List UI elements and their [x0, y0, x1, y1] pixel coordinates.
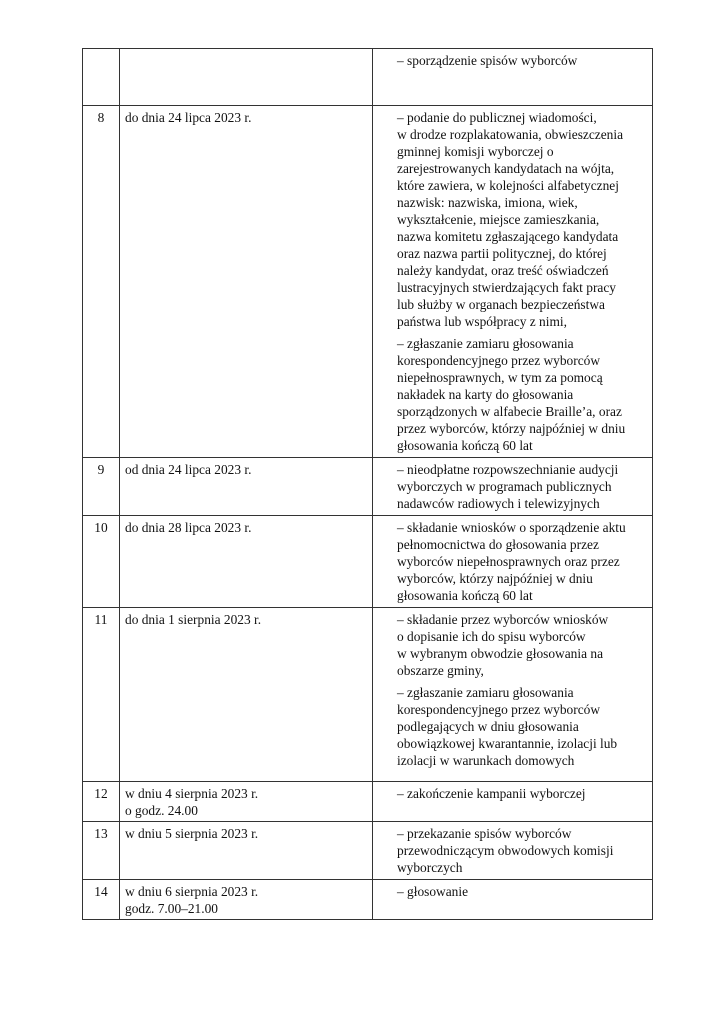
table-row	[83, 49, 653, 106]
row-activities	[373, 516, 653, 608]
row-date-text: od dnia 24 lipca 2023 r.	[125, 462, 252, 477]
row-activities	[373, 106, 653, 458]
table-row	[83, 880, 653, 920]
table-row	[83, 106, 653, 458]
row-activities	[373, 608, 653, 782]
row-date	[120, 822, 373, 880]
row-date-text: w dniu 6 sierpnia 2023 r. godz. 7.00–21.00	[125, 884, 259, 916]
table-row	[83, 782, 653, 822]
row-date	[120, 106, 373, 458]
row-date-text: do dnia 1 sierpnia 2023 r.	[125, 612, 262, 627]
row-number: 12	[83, 782, 120, 822]
table-row	[83, 608, 653, 782]
row-number: 11	[83, 608, 120, 782]
row-activities	[373, 782, 653, 822]
activity-text: – przekazanie spisów wyborców przewodniczącym obwodowych komisji wyborczych	[397, 826, 614, 875]
row-number	[83, 49, 120, 106]
row-date	[120, 516, 373, 608]
row-date	[120, 880, 373, 920]
row-activities	[373, 458, 653, 516]
row-activities	[373, 880, 653, 920]
table-row	[83, 516, 653, 608]
activity-text: – zgłaszanie zamiaru głosowania korespondencyjnego przez wyborców podlegających w dniu głosowania obowiązkowej kwarantannie, izolacji lub izolacji w warunkach domowych	[397, 685, 618, 768]
row-date-text: w dniu 4 sierpnia 2023 r. o godz. 24.00	[125, 786, 259, 818]
activity-text: – zgłaszanie zamiaru głosowania korespondencyjnego przez wyborców niepełnosprawnych, w tym za pomocą nakładek na karty do głosowania sporządzonych w alfabecie Braille’a, oraz przez wyborców, którzy najpóźniej w dniu głosowania kończą 60 lat	[397, 336, 626, 453]
row-date-text: do dnia 24 lipca 2023 r.	[125, 110, 252, 125]
activity-text: – składanie przez wyborców wniosków o dopisanie ich do spisu wyborców w wybranym obwodzie głosowania na obszarze gminy,	[397, 612, 609, 678]
activity-text: – zakończenie kampanii wyborczej	[397, 786, 586, 801]
table-row	[83, 822, 653, 880]
row-date	[120, 458, 373, 516]
election-calendar-body	[83, 49, 653, 920]
row-activities	[373, 49, 653, 106]
activity-text: – nieodpłatne rozpowszechnianie audycji wyborczych w programach publicznych nadawców radiowych i telewizyjnych	[397, 462, 619, 511]
row-number: 13	[83, 822, 120, 880]
row-date	[120, 782, 373, 822]
row-date-text: do dnia 28 lipca 2023 r.	[125, 520, 252, 535]
row-date-text: w dniu 5 sierpnia 2023 r.	[125, 826, 259, 841]
row-number: 14	[83, 880, 120, 920]
table-row	[83, 458, 653, 516]
row-date	[120, 49, 373, 106]
activity-text: – sporządzenie spisów wyborców	[397, 53, 578, 68]
activity-text: – głosowanie	[397, 884, 469, 899]
activity-text: – składanie wniosków o sporządzenie aktu pełnomocnictwa do głosowania przez wyborców niepełnosprawnych oraz przez wyborców, którzy najpóźniej w dniu głosowania kończą 60 lat	[397, 520, 626, 603]
row-activities	[373, 822, 653, 880]
row-date	[120, 608, 373, 782]
row-number: 9	[83, 458, 120, 516]
row-number: 10	[83, 516, 120, 608]
election-calendar-table	[82, 48, 653, 920]
activity-text: – podanie do publicznej wiadomości, w drodze rozplakatowania, obwieszczenia gminnej komisji wyborczej o zarejestrowanych kandydatach na wójta, które zawiera, w kolejności alfabetycznej nazwisk: nazwiska, imiona, wiek, wykształcenie, miejsce zamieszkania, nazwa komitetu zgłaszającego kandydata oraz nazwa partii politycznej, do której należy kandydat, oraz treść oświadczeń lustracyjnych stwierdzających fakt pracy lub służby w organach bezpieczeństwa państwa lub współpracy z nimi,	[397, 110, 624, 329]
row-number: 8	[83, 106, 120, 458]
